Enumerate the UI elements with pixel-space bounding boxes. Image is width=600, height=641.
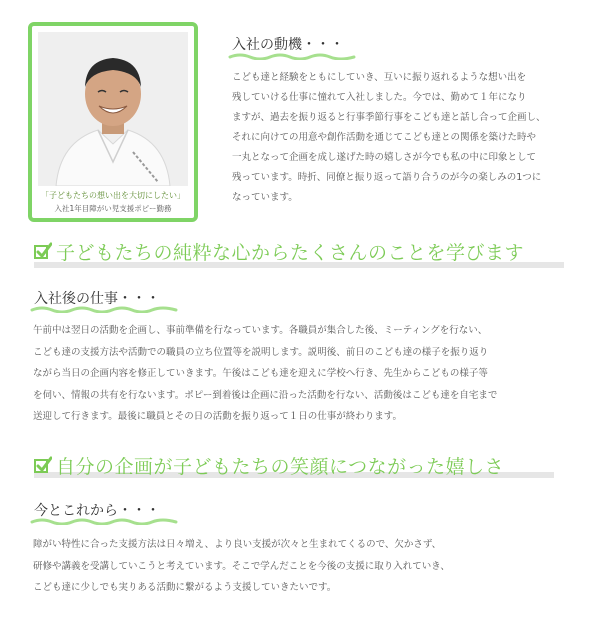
future-line: 障がい特性に合った支援方法は日々増え、より良い支援が次々と生まれてくるので、欠かさず、	[33, 539, 442, 550]
photo-caption-quote: 「子どもたちの想い出を大切にしたい」	[41, 191, 185, 200]
motive-line: ますが、過去を振り返ると行事季節行事をこども達と話し合って企画し、	[232, 112, 546, 123]
motive-line: こども達と経験をともにしていき、互いに振り返れるような想い出を	[232, 72, 527, 83]
motive-line: 一丸となって企画を成し遂げた時の嬉しさが今でも私の中に印象として	[232, 152, 537, 163]
section-heading-2-text: 自分の企画が子どもたちの笑顔につながった嬉しさ	[56, 455, 505, 478]
staff-photo	[38, 32, 188, 186]
after-joining-line: を伺い、情報の共有を行ないます。ポピー到着後は企画に沿った活動を行ない、活動後はこども達を自宅まで	[33, 389, 498, 401]
section-heading-1-text: 子どもたちの純粋な心からたくさんのことを学びます	[56, 241, 525, 264]
photo-caption-role: 入社1年目障がい児支援ポピー勤務	[54, 204, 172, 213]
after-joining-line: こども達の支援方法や活動での職員の立ち位置等を説明します。説明後、前日のこども達の様子を振り返り	[33, 346, 489, 358]
checkmark-icon	[34, 456, 52, 474]
after-joining-line: 送迎して行きます。最後に職員とその日の活動を振り返って１日の仕事が終わります。	[33, 411, 402, 422]
checkmark-icon	[34, 242, 52, 260]
future-line: 研修や講義を受講していこうと考えています。そこで学んだことを今後の支援に取り入れていき、	[33, 560, 450, 572]
after-joining-line: 午前中は翌日の活動を企画し、事前準備を行なっています。各職員が集合した後、ミーティングを行ない、	[33, 325, 488, 336]
after-joining-line: ながら当日の企画内容を修正していきます。午後はこども達を迎えに学校へ行き、先生からこどもの様子等	[33, 368, 488, 379]
motive-line: なっています。	[232, 192, 298, 203]
future-paragraph	[33, 534, 588, 599]
squiggle-underline	[30, 305, 180, 313]
future-line: こども達に少しでも実りある活動に繋がるよう支援していきたいです。	[33, 582, 337, 593]
motive-title: 入社の動機・・・	[232, 37, 344, 53]
motive-line: 残していける仕事に憧れて入社しました。今では、勤めて１年になり	[232, 92, 527, 103]
staff-portrait-image	[38, 32, 188, 186]
future-title: 今とこれから・・・	[34, 503, 160, 519]
after-joining-paragraph	[33, 320, 588, 428]
staff-photo-card	[28, 22, 198, 222]
squiggle-underline	[30, 517, 180, 525]
motive-line: 残っています。時折、同僚と振り返って語り合うのが今の楽しみの1つに	[232, 172, 542, 183]
section-heading-2	[34, 448, 504, 482]
after-joining-title: 入社後の仕事・・・	[34, 291, 160, 307]
squiggle-underline	[228, 52, 356, 60]
motive-paragraph	[232, 68, 592, 208]
section-heading-1	[34, 234, 524, 268]
motive-line: それに向けての用意や創作活動を通じてこども達との関係を築けた時や	[232, 132, 537, 143]
